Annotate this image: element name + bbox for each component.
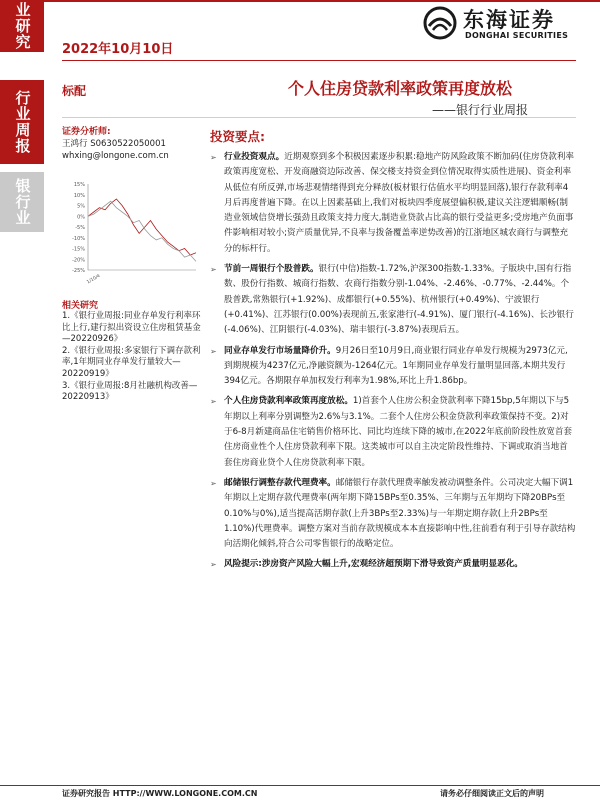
footer-disclaimer: 请务必仔细阅读正文后的声明: [440, 789, 544, 798]
x-tick-label: 1/10/4: [86, 273, 102, 286]
chart-axis: [88, 184, 196, 270]
para-text: 近期观察到多个积极因素逐步积累:稳地产防风险政策不断加码(住房贷款利率政策再度宽松、开发商融资边际改善、保交楼支持资金到位情况取得实质性进展)、资金利率从低位有所反弹,市场悲观情绪得到充分释放(板材银行估值水平均明显回落),银行存款利率4月后再度普遍下降。在以上因素基础上,我们对板块四季度展望偏积极,建议关注逻辑顺畅(制造业领域信贷增长强劲且政策支持力度大,制造业贷款占比高的银行受益更多;受房地产负面事件影响相对较小;资产质量优异,不良率与拨备覆盖率逆势改善)的江浙地区城农商行与调整充分的标杆行。: [224, 152, 575, 254]
y-tick-label: -10%: [72, 235, 85, 242]
report-date: 2022年10月10日: [62, 42, 174, 57]
para-text: 涉房资产风险大幅上升,宏观经济超预期下滑导致资产质量明显恶化。: [261, 559, 523, 570]
bullet-arrow-icon: ➢: [210, 346, 217, 356]
chart-svg: [62, 178, 202, 288]
y-tick-label: 0%: [77, 214, 85, 221]
related-item[interactable]: 1.《银行业周报:同业存单发行利率环比上行,建行拟出资设立住房租赁基金—20220926》: [62, 311, 201, 345]
bullet-arrow-icon: ➢: [210, 153, 217, 162]
title-rule: [62, 117, 576, 118]
highlight-para: [210, 344, 576, 390]
y-tick-label: 10%: [73, 192, 85, 199]
related-item[interactable]: 2.《银行业周报:多家银行下调存款利率,1年期同业存单发行量较大—20220919》: [62, 345, 201, 379]
footer-left[interactable]: 证券研究报告 HTTP://WWW.LONGONE.COM.CN: [62, 789, 258, 798]
para-lead: 节前一周银行个股普跌。: [224, 264, 319, 275]
para-text: 银行(中信)指数-1.72%,沪深300指数-1.33%。子版块中,国有行指数、股份行指数、城商行指数、农商行指数分别-1.04%、-2.46%、-0.77%、-2.44%。个股普跌,常熟银行(+1.92%)、成都银行(+0.55%)、杭州银行(+0.49%)、宁波银行(+0.41%)、江苏银行(0.00%)表现前五,张家港行(-4.91%)、厦门银行(-4.16%)、长沙银行(-4.06%)、江阴银行(-4.03%)、瑞丰银行(-3.87%)表现后五。: [224, 264, 574, 336]
series-line-0: [88, 199, 196, 255]
top-rule: [0, 0, 600, 2]
tab-report-type-label: 行业周报: [13, 90, 32, 154]
bullet-arrow-icon: ➢: [210, 265, 217, 275]
highlight-para: [210, 262, 576, 338]
bullet-arrow-icon: ➢: [210, 478, 217, 488]
logo-mark-icon: [421, 6, 459, 40]
analyst-email: whxing@longone.com.cn: [62, 151, 169, 161]
tab-sector: [0, 172, 44, 232]
report-subtitle: ——银行行业周报: [432, 103, 529, 117]
header-rule: [62, 60, 576, 61]
y-tick-label: 5%: [77, 203, 85, 210]
related-research-title: 相关研究: [62, 301, 99, 311]
tab-sector-label: 银行业: [13, 178, 32, 226]
series-line-1: [88, 201, 196, 261]
company-logo: [421, 4, 596, 44]
tab-industry-research: [0, 0, 44, 52]
highlights-title: 投资要点:: [210, 129, 265, 144]
performance-chart: [62, 178, 202, 288]
para-lead: 邮储银行调整存款代理费率。: [224, 477, 336, 488]
para-text: 1)首套个人住房公积金贷款利率下降15bp,5年期以下与5年期以上利率分别调整为2.6%与3.1%。二套个人住房公积金贷款利率政策保持不变。2)对于6-8月新建商品住宅销售价格环比、同比均连续下降的城市,在2022年底前阶段性放宽首套住房商业性个人住房贷款利率下限。这类城市可以自主决定阶段性维持、下调或取消当地首套住房商业贷个人住房贷款利率下限。: [224, 396, 573, 468]
analyst-label: 证券分析师:: [62, 127, 111, 137]
related-item[interactable]: 3.《银行业周报:8月社融机构改善—20220913》: [62, 380, 198, 403]
y-tick-label: -25%: [72, 268, 85, 274]
highlights-body: [210, 150, 576, 578]
y-tick-label: -15%: [72, 246, 85, 253]
highlight-para: [210, 476, 576, 552]
para-lead: 风险提示:: [224, 559, 262, 570]
y-tick-label: -20%: [72, 257, 85, 264]
para-text: 邮储银行存款代理费率触发被动调整条件。公司决定大幅下调1年期以上定期存款代理费率(两年期下降15BPs至0.35%、三年期与五年期均下降20BPs至0.10%与0%),适当提高活期存款(上升3BPs至2.33%)与一年期定期存款(上升2BPs至1.10%)代理费率。调整方案对当前存款规模成本本直接影响中性,往前看有利于引导存款结构向活期化倾斜,符合公司零售银行的战略定位。: [224, 477, 576, 550]
highlight-para: [210, 150, 576, 257]
bullet-arrow-icon: ➢: [210, 560, 217, 570]
analyst-name: 王鸿行 S0630522050001: [62, 139, 166, 149]
analyst-info: [62, 138, 169, 162]
para-lead: 行业投资观点。: [224, 152, 285, 162]
footer-rule: [0, 785, 600, 786]
para-lead: 同业存单发行市场量降价升。: [224, 345, 336, 356]
tab-industry-research-label: 业研究: [13, 2, 32, 50]
y-tick-label: 15%: [73, 182, 85, 188]
para-text: 9月26日至10月9日,商业银行同业存单发行规模为2973亿元,到期规模为4237亿元,净融资额为-1264亿元。1年期同业存单发行量明显回落,本期共发行394亿元。各期限存单加权发行利率为1.98%,环比上升1.86bp。: [224, 345, 568, 387]
logo-text-en: DONGHAI SECURITIES: [465, 31, 569, 40]
highlight-para: [210, 394, 576, 470]
related-research-list: [62, 311, 208, 404]
highlight-para: [210, 557, 576, 572]
tab-report-type: [0, 80, 44, 164]
bullet-arrow-icon: ➢: [210, 397, 217, 407]
report-title: 个人住房贷款利率政策再度放松: [287, 79, 512, 98]
para-lead: 个人住房贷款利率政策再度放松。: [224, 396, 353, 407]
logo-text-cn: 东海证券: [463, 8, 555, 32]
rating-tag: 标配: [62, 84, 87, 98]
y-tick-label: -5%: [75, 225, 85, 231]
